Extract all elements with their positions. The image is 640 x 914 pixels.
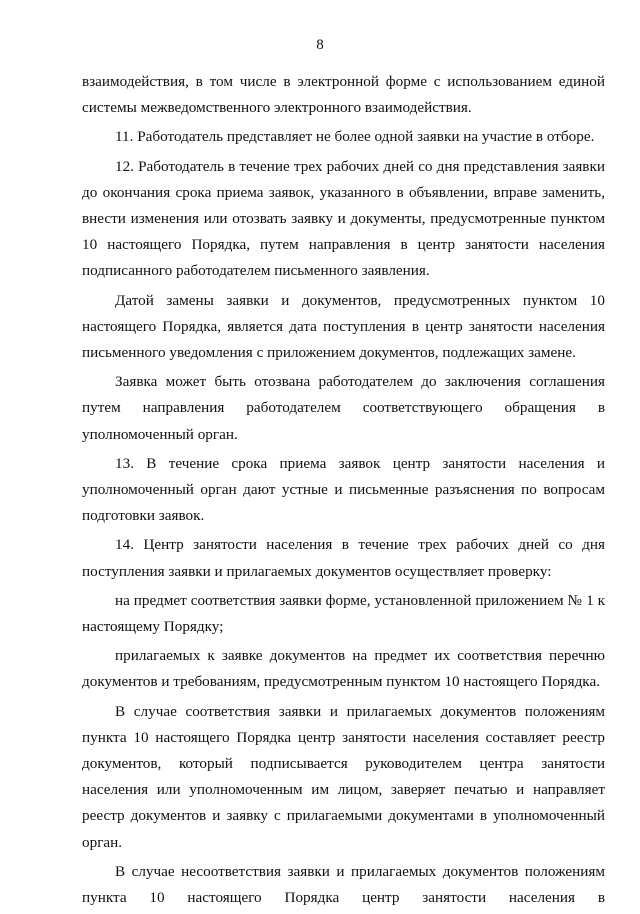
document-body [82, 69, 605, 914]
paragraph-continuation: взаимодействия, в том числе в электронной форме с использованием единой системы межведомственного электронного взаимодействия. [82, 73, 605, 117]
paragraph-compliance: В случае соответствия заявки и прилагаемых документов положениям пункта 10 настоящего Порядка центр занятости населения составляет реестр документов, который подписывается руководителем центра занятости населения или уполномоченным им лицом, заверяет печатью и направляет реестр документов и заявку с прилагаемыми документами в уполномоченный орган. [82, 702, 605, 851]
paragraph-noncompliance: В случае несоответствия заявки и прилагаемых документов положениям пункта 10 настоящего Порядка центр занятости населения в [82, 862, 605, 907]
page-number: 8 [316, 37, 324, 53]
paragraph-replacement-date: Датой замены заявки и документов, предусмотренных пунктом 10 настоящего Порядка, является дата поступления в центр занятости населения письменного уведомления с приложением документов, подлежащих замене. [82, 291, 605, 362]
paragraph-check-documents: прилагаемых к заявке документов на предмет их соответствия перечню документов и требованиям, предусмотренным пунктом 10 настоящего Порядка. [82, 647, 605, 691]
paragraph-item-11: 11. Работодатель представляет не более одной заявки на участие в отборе. [115, 128, 595, 146]
paragraph-check-form: на предмет соответствия заявки форме, установленной приложением № 1 к настоящему Порядку; [82, 591, 605, 636]
paragraph-item-13: 13. В течение срока приема заявок центр занятости населения и уполномоченный орган дают устные и письменные разъяснения по вопросам подготовки заявок. [82, 454, 605, 525]
paragraph-withdrawal: Заявка может быть отозвана работодателем до заключения соглашения путем направления работодателем соответствующего обращения в уполномоченный орган. [82, 373, 605, 443]
paragraph-item-14: 14. Центр занятости населения в течение трех рабочих дней со дня поступления заявки и прилагаемых документов осуществляет проверку: [82, 536, 605, 580]
paragraph-item-12: 12. Работодатель в течение трех рабочих дней со дня представления заявки до окончания срока приема заявок, указанного в объявлении, вправе заменить, внести изменения или отозвать заявку и документы, предусмотренные пунктом 10 настоящего Порядка, путем направления в центр занятости населения подписанного работодателем письменного заявления. [82, 157, 605, 280]
